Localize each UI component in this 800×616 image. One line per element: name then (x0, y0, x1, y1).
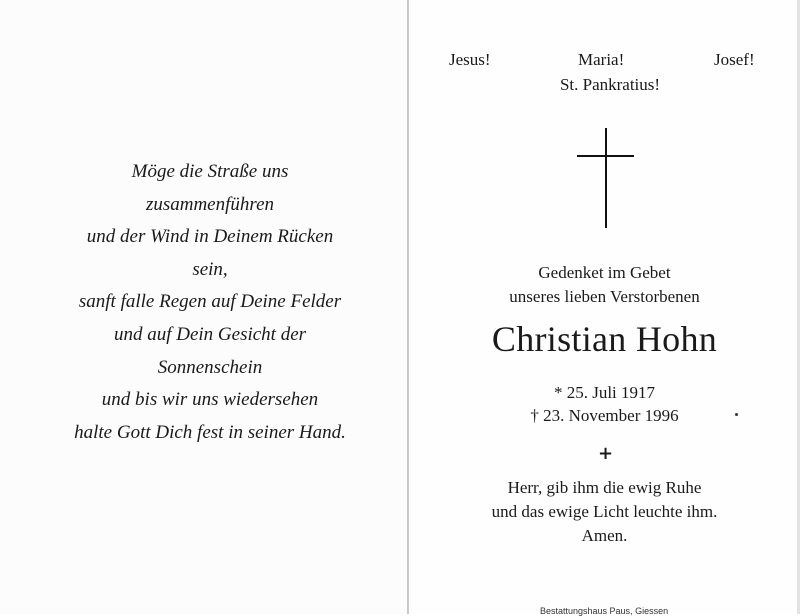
poem-line: und auf Dein Gesicht der (113, 323, 307, 345)
prayer-line: Amen. (581, 526, 628, 545)
poem-line: Möge die Straße uns (131, 161, 289, 182)
poem-line: sein, (192, 258, 228, 280)
poem-line: halte Gott Dich fest in seiner Hand. (74, 421, 346, 443)
header-jesus: Jesus! (449, 50, 491, 69)
intro-line-2: unseres lieben Verstorbenen (509, 287, 700, 306)
prayer-line: und das ewige Licht leuchte ihm. (491, 502, 718, 521)
poem-line: und bis wir uns wiedersehen (101, 389, 319, 411)
cross-icon-vertical (605, 128, 607, 228)
header-maria: Maria! (578, 50, 625, 69)
death-date: † 23. November 1996 (530, 406, 679, 425)
ink-dot (735, 413, 738, 416)
poem-line: zusammenführen (145, 193, 275, 215)
undertaker-imprint: Bestattungshaus Paus, Giessen (540, 606, 669, 616)
header-patron-saint: St. Pankratius! (559, 75, 661, 94)
small-cross-icon: + (598, 443, 614, 464)
blessing-poem (20, 156, 400, 449)
birth-date: * 25. Juli 1917 (553, 383, 656, 402)
intro-line-1: Gedenket im Gebet (538, 263, 671, 282)
deceased-name: Christian Hohn (491, 319, 718, 359)
header-josef: Josef! (714, 50, 755, 69)
poem-line: sanft falle Regen auf Deine Felder (78, 291, 342, 313)
poem-line: und der Wind in Deinem Rücken (86, 226, 334, 248)
cross-icon-horizontal (577, 155, 634, 157)
poem-line: Sonnenschein (157, 356, 263, 378)
prayer-line: Herr, gib ihm die ewig Ruhe (507, 478, 702, 497)
